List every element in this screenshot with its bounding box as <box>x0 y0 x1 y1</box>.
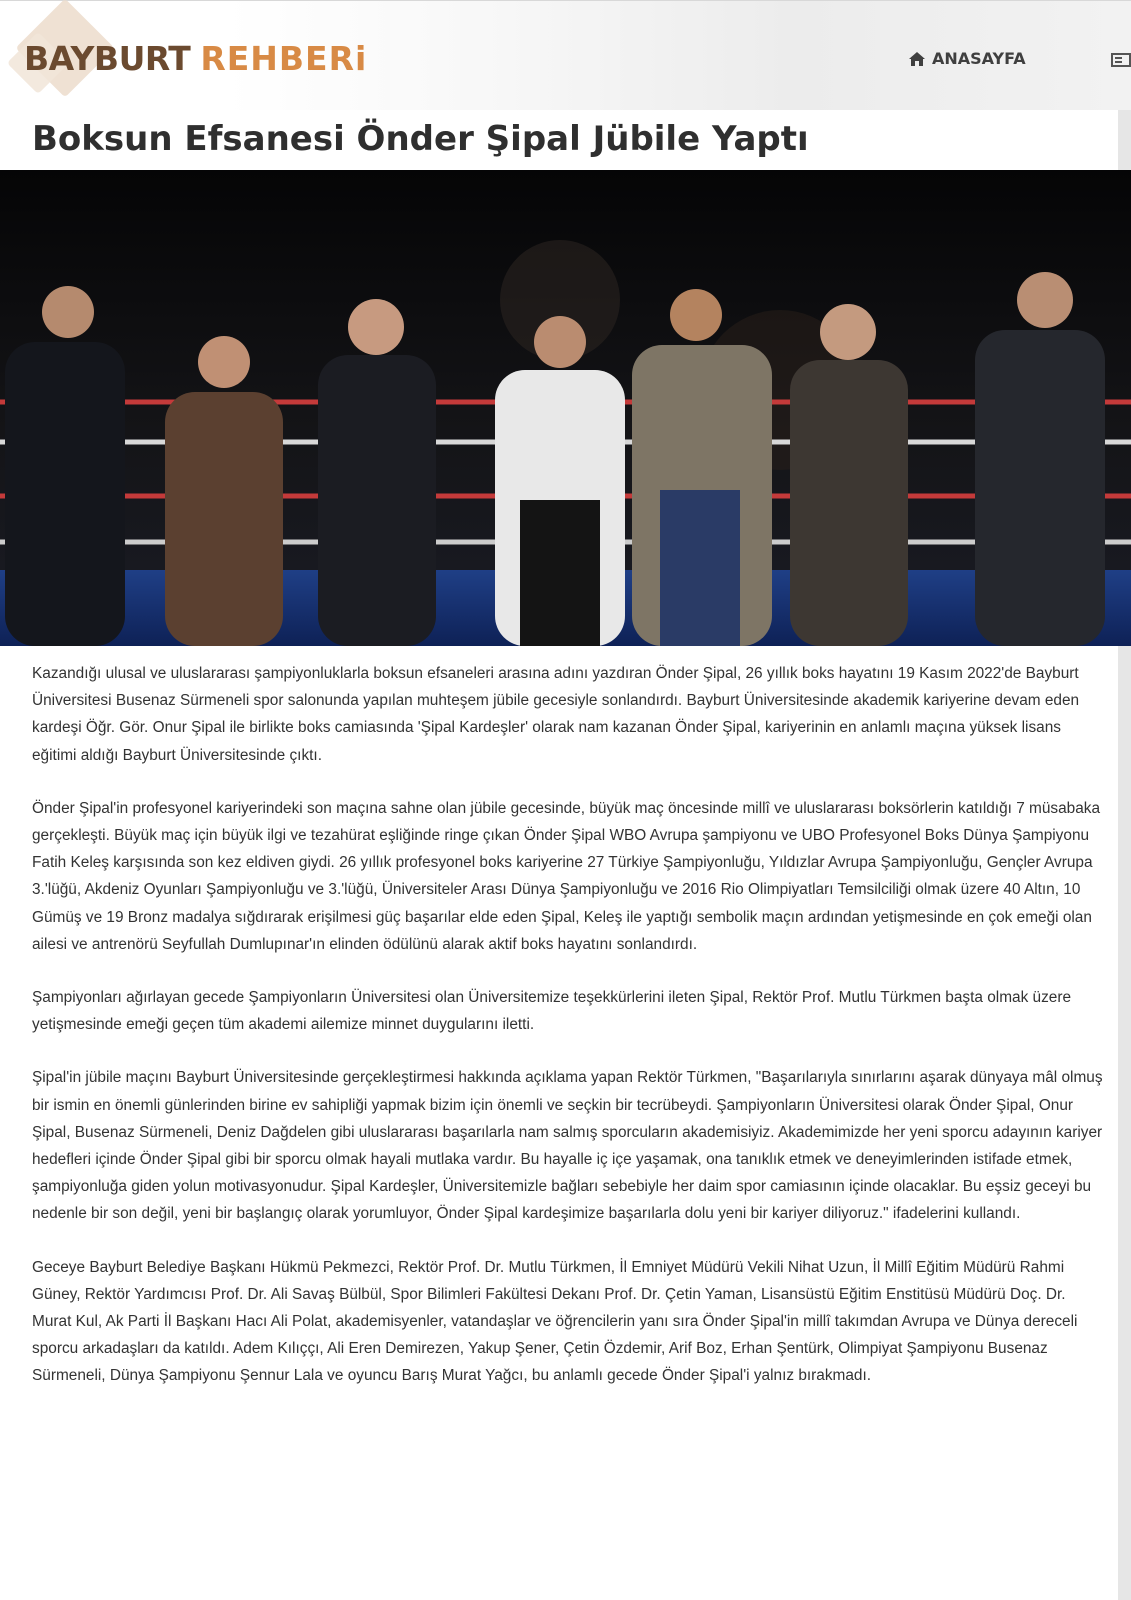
article-photo <box>0 170 1131 646</box>
site-header <box>0 0 1131 111</box>
site-logo[interactable] <box>24 39 367 78</box>
home-icon <box>908 51 926 67</box>
nav-home-label: ANASAYFA <box>932 49 1026 68</box>
article-title: Boksun Efsanesi Önder Şipal Jübile Yaptı <box>32 119 809 159</box>
article-paragraph: Şampiyonları ağırlayan gecede Şampiyonların Üniversitesi olan Üniversitemize teşekkürlerini ileten Şipal, Rektör Prof. Mutlu Türkmen başta olmak üzere yetişmesinde emeği geçen tüm akademi ailemize minnet duygularını iletti. <box>32 989 1072 1034</box>
article-body <box>32 660 1107 1416</box>
logo-word-bayburt: BAYBURT <box>24 39 191 78</box>
article-paragraph: Kazandığı ulusal ve uluslararası şampiyonluklarla boksun efsaneleri arasına adını yazdıran Önder Şipal, 26 yıllık boks hayatını 19 Kasım 2022'de Bayburt Üniversitesi Busenaz Sürmeneli spor salonunda yapılan muhteşem jübile gecesiyle sonlandırdı. Bayburt Üniversitesinde akademik kariyerine devam eden kardeşi Öğr. Gör. Onur Şipal ile birlikte boks camiasında 'Şipal Kardeşler' olarak nam kazanan Önder Şipal, kariyerinin en anlamlı maçına yüksek lisans eğitimi aldığı Bayburt Üniversitesinde çıktı. <box>32 665 1080 764</box>
article-paragraph: Şipal'in jübile maçını Bayburt Üniversitesinde gerçekleştirmesi hakkında açıklama yapan Rektör Türkmen, "Başarılarıyla sınırlarını aşarak dünyaya mâl olmuş bir ismin en önemli günlerinden birine ev sahipliği yapmak bizim için önemli ve seçkin bir tecrübeydi. Şampiyonların Üniversitesi olarak Önder Şipal, Onur Şipal, Busenaz Sürmeneli, Deniz Dağdelen gibi uluslararası başarılarla nam salmış sporcuların akademisiyiz. Akademimizde her yeni sporcu adayının kariyer hedefleri içinde Önder Şipal gibi bir sporcu olmak hayali mutlaka vardır. Bu hayalle iç içe yaşamak, ona tanıklık etmek ve deneyimlerinden istifade etmek, şampiyonluğa giden yolun motivasyonudur. Şipal Kardeşler, Üniversitemizle bağları sebebiyle her daim spor camiasının içinde olacaklar. Bu eşsiz geceyi bu nedenle bir son değil, yeni bir başlangıç olarak yorumluyor, Önder Şipal kardeşimize başarılarla dolu yeni bir kariyer diliyoruz." ifadelerini kullandı. <box>32 1069 1103 1223</box>
article-paragraph: Geceye Bayburt Belediye Başkanı Hükmü Pekmezci, Rektör Prof. Dr. Mutlu Türkmen, İl Emniyet Müdürü Vekili Nihat Uzun, İl Millî Eğitim Müdürü Rahmi Güney, Rektör Yardımcısı Prof. Dr. Ali Savaş Bülbül, Spor Bilimleri Fakültesi Dekanı Prof. Dr. Çetin Yaman, Lisansüstü Eğitim Enstitüsü Müdürü Doç. Dr. Murat Kul, Ak Parti İl Başkanı Hacı Ali Polat, akademisyenler, vatandaşlar ve öğrencilerin yanı sıra Önder Şipal'in millî takımdan Avrupa ve Dünya dereceli sporcu arkadaşları da katıldı. Adem Kılıççı, Ali Eren Demirezen, Yakup Şener, Çetin Özdemir, Arif Boz, Erhan Şentürk, Olimpiyat Şampiyonu Busenaz Sürmeneli, Dünya Şampiyonu Şennur Lala ve oyuncu Barış Murat Yağcı, bu anlamlı gecede Önder Şipal'i yalnız bırakmadı. <box>32 1258 1078 1385</box>
nav-home-link[interactable] <box>908 49 1026 68</box>
logo-word-rehberi: REHBERi <box>200 39 368 78</box>
newspaper-icon[interactable] <box>1110 49 1131 71</box>
article-paragraph: Önder Şipal'in profesyonel kariyerindeki son maçına sahne olan jübile gecesinde, büyük maç öncesinde millî ve uluslararası boksörlerin katıldığı 7 müsabaka gerçekleşti. Büyük maç için büyük ilgi ve tezahürat eşliğinde ringe çıkan Önder Şipal WBO Avrupa şampiyonu ve UBO Profesyonel Boks Dünya Şampiyonu Fatih Keleş karşısında son kez eldiven giydi. 26 yıllık profesyonel boks kariyerine 27 Türkiye Şampiyonluğu, Yıldızlar Avrupa Şampiyonluğu, Gençler Avrupa 3.'lüğü, Akdeniz Oyunları Şampiyonluğu ve 3.'lüğü, Üniversiteler Arası Dünya Şampiyonluğu ve 2016 Rio Olimpiyatları Temsilciliği olmak üzere 40 Altın, 10 Gümüş ve 19 Bronz madalya sığdırarak erişilmesi güç başarılar elde eden Şipal, Keleş ile yaptığı sembolik maçın ardından yetişmesinde en çok emeği olan ailesi ve antrenörü Seyfullah Dumlupınar'ın elinden ödülünü alarak aktif boks hayatını sonlandırdı. <box>32 799 1101 953</box>
